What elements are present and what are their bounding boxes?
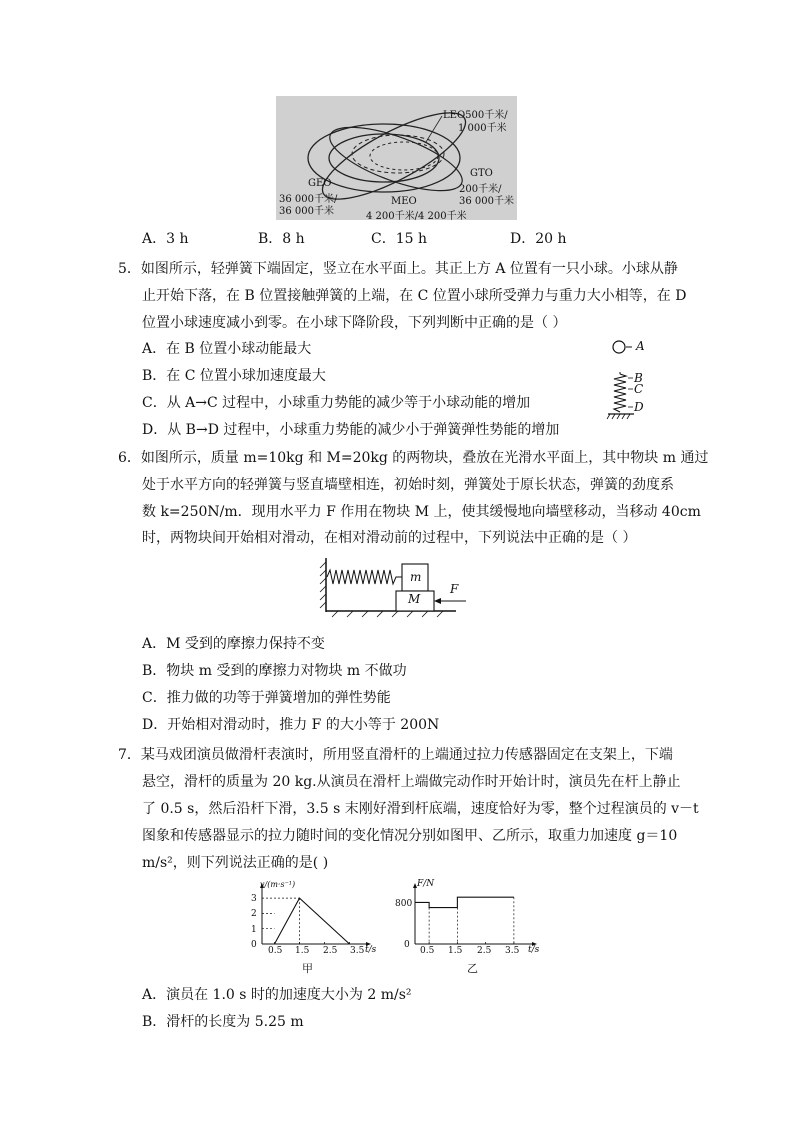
label-a: A (636, 339, 645, 353)
q5-spring-figure (606, 336, 662, 426)
chart-jia-series-line (262, 898, 350, 944)
chart-yi-xtick-2-5: 2.5 (477, 946, 492, 956)
meo-label-1: MEO (391, 196, 417, 207)
chart-jia-xtick-2-5: 2.5 (323, 946, 338, 956)
chart-yi-ytick-800: 800 (395, 899, 413, 909)
chart-jia-xlabel: t/s (365, 945, 377, 955)
chart-yi-caption: 乙 (467, 962, 478, 975)
q4-option-a: A．3 h (142, 231, 189, 247)
q4-option-c: C．15 h (371, 231, 427, 247)
q7-option-a: A．演员在 1.0 s 时的加速度大小为 2 m/s² (142, 987, 412, 1003)
chart-jia-xtick-1-5: 1.5 (295, 946, 310, 956)
q6-stem-line-1: 6．如图所示，质量 m=10kg 和 M=20kg 的两物块，叠放在光滑水平面上，其中物块 m 通过 (118, 450, 709, 466)
q5-stem-line-3: 位置小球速度减小到零。在小球下降阶段，下列判断中正确的是（ ） (142, 315, 567, 331)
q6-option-c: C．推力做的功等于弹簧增加的弹性势能 (142, 690, 391, 706)
block-spring-diagram (318, 556, 468, 618)
gto-label-3: 36 000千米 (459, 196, 514, 207)
leo-label-2: 1 000千米 (458, 123, 507, 134)
chart-jia-xtick-0-5: 0.5 (268, 946, 283, 956)
q6-stem-line-3: 数 k=250N/m．现用水平力 F 作用在物块 M 上，使其缓慢地向墙壁移动，当移动 40cm (142, 504, 701, 520)
q5-option-c: C．从 A→C 过程中，小球重力势能的减少等于小球动能的增加 (142, 395, 531, 411)
leo-label-1: LEO500千米/ (443, 110, 508, 121)
q5-option-b: B．在 C 位置小球加速度最大 (142, 368, 326, 384)
q4-option-d: D．20 h (510, 231, 567, 247)
q6-stem-line-2: 处于水平方向的轻弹簧与竖直墙壁相连，初始时刻，弹簧处于原长状态，弹簧的劲度系 (142, 477, 674, 493)
q6-option-b: B．物块 m 受到的摩擦力对物块 m 不做功 (142, 663, 407, 679)
meo-label-2: 4 200千米/4 200千米 (366, 211, 467, 222)
q5-stem-line-1: 5．如图所示，轻弹簧下端固定，竖立在水平面上。其正上方 A 位置有一只小球。小球从静 (118, 261, 678, 277)
geo-label-3: 36 000千米 (279, 206, 334, 217)
q7-stem-line-4: 图象和传感器显示的拉力随时间的变化情况分别如图甲、乙所示，取重力加速度 g＝10 (142, 828, 678, 844)
chart-jia-ytick-0: 0 (251, 940, 257, 950)
q6-option-a: A．M 受到的摩擦力保持不变 (142, 636, 325, 652)
chart-jia-ylabel: v/(m·s⁻¹) (260, 880, 296, 889)
q5-option-d: D．从 B→D 过程中，小球重力势能的减少小于弹簧弹性势能的增加 (142, 422, 560, 438)
q7-stem-line-3: 了 0.5 s，然后沿杆下滑，3.5 s 末刚好滑到杆底端，速度恰好为零，整个过程演员的 v－t (142, 801, 699, 817)
geo-label-1: GEO (308, 178, 332, 189)
orbit-figure (276, 96, 517, 220)
chart-yi-ylabel: F/N (417, 879, 435, 889)
q5-stem-line-2: 止开始下落，在 B 位置接触弹簧的上端，在 C 位置小球所受弹力与重力大小相等，在 D (142, 288, 687, 304)
chart-yi-xtick-0-5: 0.5 (420, 946, 435, 956)
chart-yi-xtick-3-5: 3.5 (505, 946, 520, 956)
chart-jia (250, 878, 380, 976)
chart-yi-ytick-0: 0 (404, 940, 410, 950)
chart-jia-xtick-3-5: 3.5 (350, 946, 365, 956)
chart-jia-ytick-1: 1 (251, 925, 257, 935)
q7-stem-line-5: m/s²，则下列说法正确的是( ) (142, 855, 329, 871)
geo-label-2: 36 000千米/ (279, 194, 338, 205)
chart-yi-series-line (415, 897, 514, 907)
q7-stem-line-2: 悬空，滑杆的质量为 20 kg.从演员在滑杆上端做完动作时开始计时，演员先在杆上静止 (142, 774, 681, 790)
label-d: D (634, 400, 644, 414)
chart-jia-ytick-3: 3 (251, 894, 257, 904)
q7-stem-line-1: 7．某马戏团演员做滑杆表演时，所用竖直滑杆的上端通过拉力传感器固定在支架上，下端 (118, 747, 673, 763)
q6-stem-line-4: 时，两物块间开始相对滑动，在相对滑动前的过程中，下列说法中正确的是（ ） (142, 530, 637, 546)
label-c: C (634, 382, 644, 396)
label-b: B (634, 371, 643, 385)
chart-yi-svg (394, 878, 544, 956)
label-big-m: M (408, 592, 421, 606)
gto-label-2: 200千米/ (459, 184, 502, 195)
q5-option-a: A．在 B 位置小球动能最大 (142, 341, 312, 357)
q6-option-d: D．开始相对滑动时，推力 F 的大小等于 200N (142, 717, 440, 733)
chart-jia-ytick-2: 2 (251, 909, 257, 919)
label-f: F (450, 582, 459, 596)
gto-label-1: GTO (470, 168, 493, 179)
chart-jia-caption: 甲 (302, 962, 313, 975)
chart-yi-xlabel: t/s (528, 945, 540, 955)
q7-option-b: B．滑杆的长度为 5.25 m (142, 1014, 304, 1030)
chart-yi-xtick-1-5: 1.5 (448, 946, 463, 956)
label-m: m (410, 570, 422, 584)
q4-option-b: B．8 h (258, 231, 305, 247)
q6-block-figure (318, 556, 468, 618)
chart-jia-svg (250, 878, 380, 956)
chart-yi (394, 878, 544, 976)
